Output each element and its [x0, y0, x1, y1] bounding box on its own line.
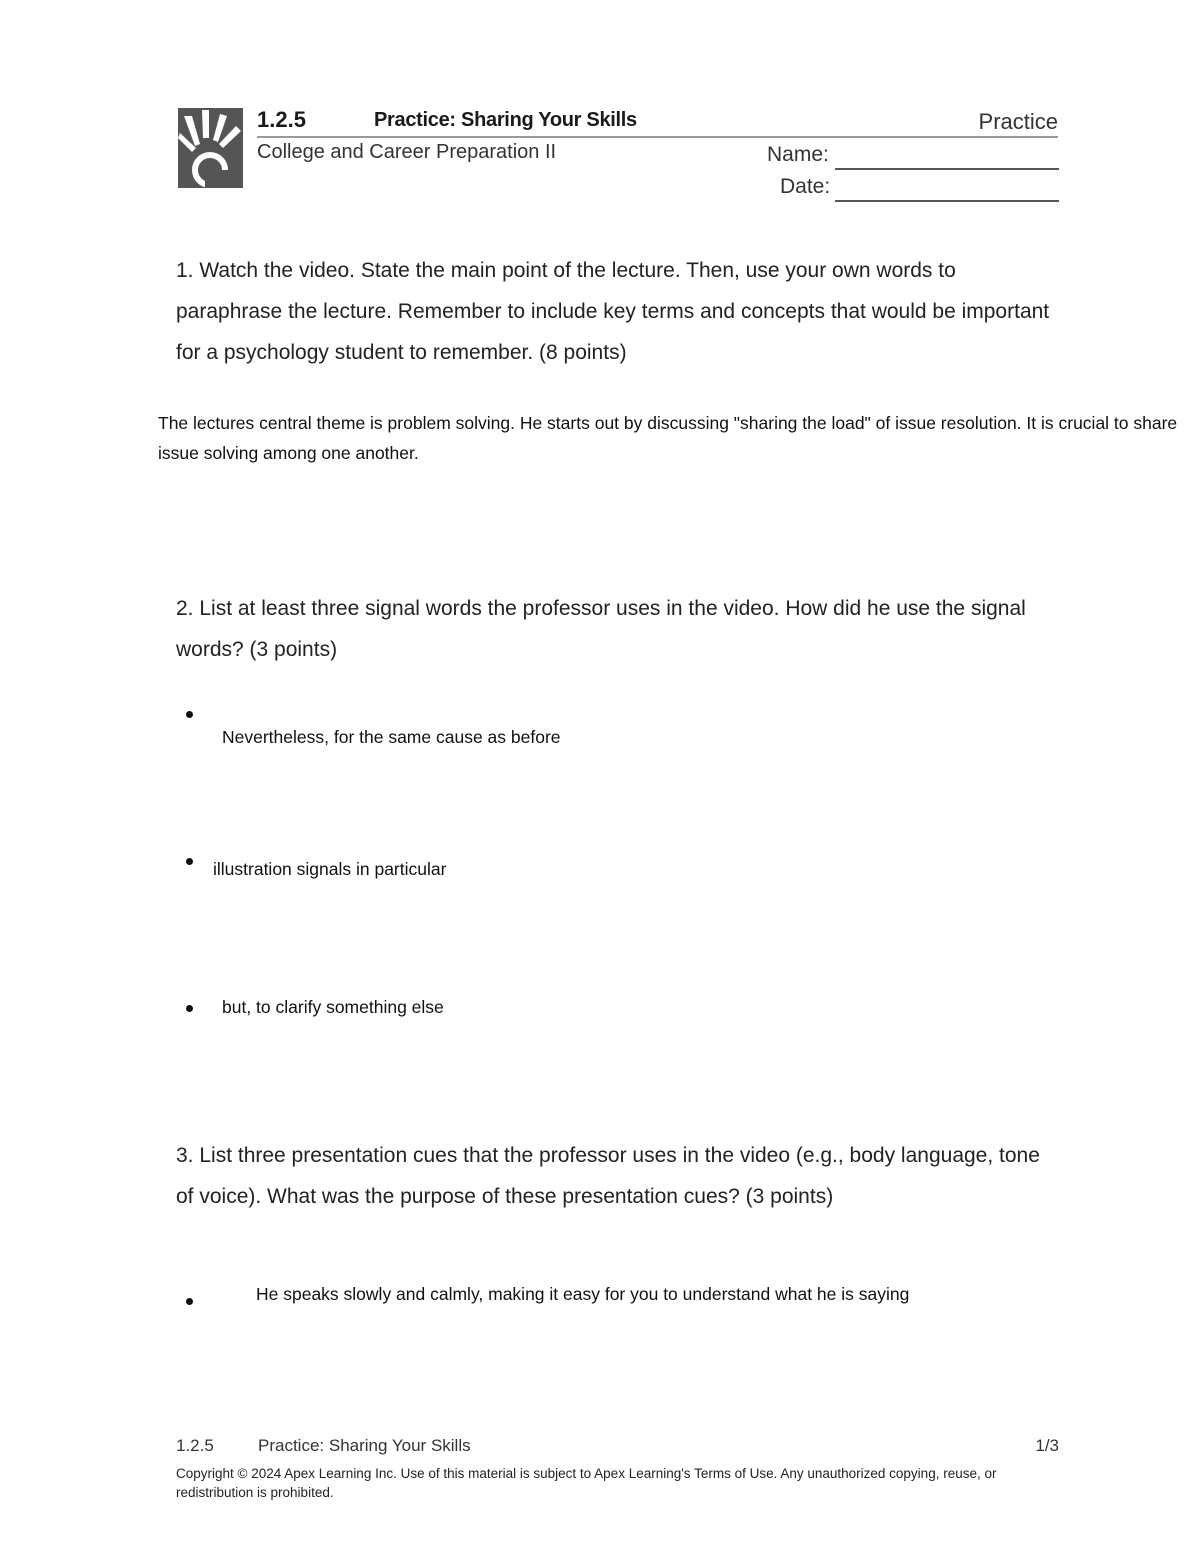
question-3: 3. List three presentation cues that the professor uses in the video (e.g., body language, tone of voice). What was the purpose of these presentation cues? (3 points)	[176, 1144, 1040, 1208]
answer-1: The lectures central theme is problem solving. He starts out by discussing "sharing the load" of issue resolution. It is crucial to share issue solving among one another.	[158, 413, 1178, 463]
lesson-title: Practice: Sharing Your Skills	[374, 109, 637, 131]
bullet-dot	[186, 1005, 193, 1012]
header-divider	[257, 136, 1058, 138]
apex-logo-icon	[178, 108, 243, 188]
bullet-dot	[186, 858, 193, 865]
list-item: but, to clarify something else	[222, 997, 444, 1017]
name-label: Name:	[767, 143, 829, 166]
list-item: illustration signals in particular	[213, 859, 447, 879]
footer-lesson-title: Practice: Sharing Your Skills	[258, 1436, 471, 1455]
page-number: 1/3	[1035, 1436, 1059, 1455]
lesson-number: 1.2.5	[257, 107, 306, 132]
bullet-dot	[186, 1298, 193, 1305]
date-label: Date:	[780, 175, 831, 198]
list-item: He speaks slowly and calmly, making it easy for you to understand what he is saying	[256, 1284, 910, 1304]
course-name: College and Career Preparation II	[257, 141, 557, 163]
activity-type: Practice	[978, 109, 1058, 134]
list-item: Nevertheless, for the same cause as before	[222, 727, 561, 747]
copyright-notice: Copyright © 2024 Apex Learning Inc. Use of this material is subject to Apex Learning's Terms of Use. Any unauthorized copying, reuse, or redistribution is prohibited.	[176, 1466, 997, 1500]
name-field-line	[835, 168, 1059, 170]
bullet-dot	[186, 711, 193, 718]
question-2: 2. List at least three signal words the professor uses in the video. How did he use the signal words? (3 points)	[176, 597, 1026, 661]
date-field-line	[835, 200, 1059, 202]
footer-lesson-number: 1.2.5	[176, 1436, 214, 1455]
question-1: 1. Watch the video. State the main point of the lecture. Then, use your own words to paraphrase the lecture. Remember to include key terms and concepts that would be important for a psychology student to remember. (8 points)	[176, 259, 1050, 364]
